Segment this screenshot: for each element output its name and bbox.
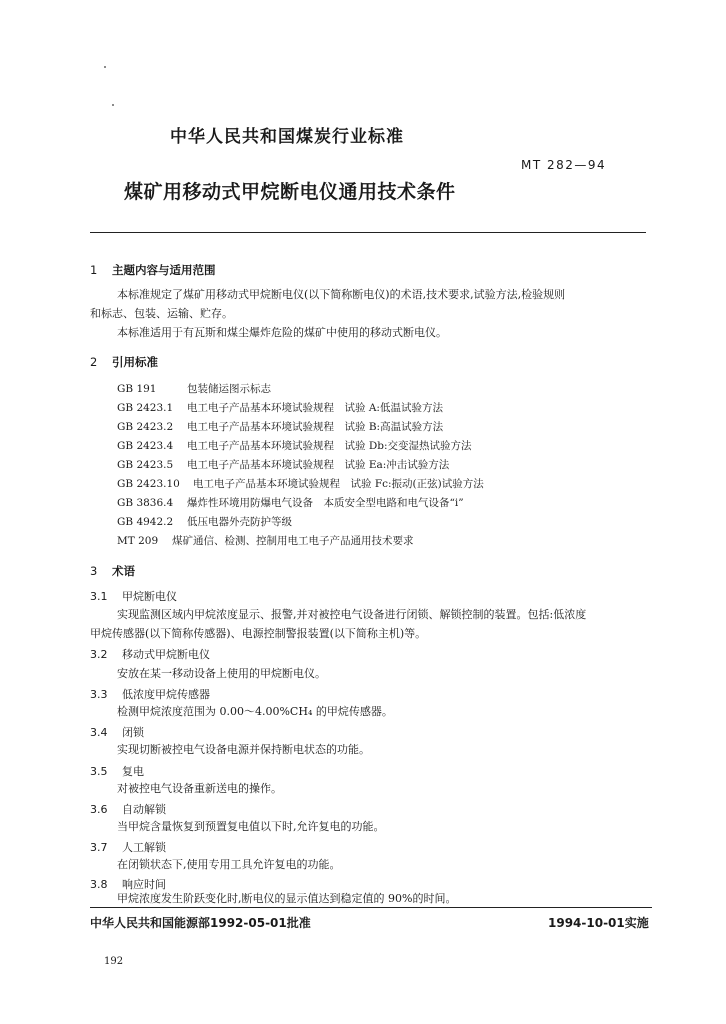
- term-name: 响应时间: [122, 878, 166, 891]
- reference-title: 低压电器外壳防护等级: [187, 516, 292, 528]
- term-number: 3.8: [90, 878, 108, 891]
- reference-title: 电工电子产品基本环境试验规程 试验 Ea:冲击试验方法: [187, 459, 450, 471]
- reference-row: [117, 381, 271, 396]
- reference-code: GB 2423.1: [117, 402, 174, 414]
- page-number: 192: [104, 956, 124, 967]
- term-definition-line: 甲烷浓度发生阶跃变化时,断电仪的显示值达到稳定值的 90%的时间。: [117, 892, 457, 905]
- term-heading: [90, 646, 210, 662]
- term-name: 闭锁: [122, 726, 144, 739]
- document-title: 煤矿用移动式甲烷断电仪通用技术条件: [124, 181, 456, 203]
- term-heading: [90, 724, 144, 740]
- footer-divider: [90, 907, 652, 908]
- term-heading: [90, 763, 144, 779]
- section-number: 2: [90, 355, 98, 369]
- term-definition-line: 实现切断被控电气设备电源并保持断电状态的功能。: [117, 743, 370, 756]
- reference-code: GB 2423.2: [117, 421, 174, 433]
- reference-row: [117, 400, 443, 415]
- term-definition-line: 安放在某一移动设备上使用的甲烷断电仪。: [117, 667, 326, 680]
- approval-note: 中华人民共和国能源部1992-05-01批准: [90, 916, 311, 930]
- reference-title: 电工电子产品基本环境试验规程 试验 B:高温试验方法: [187, 421, 444, 433]
- reference-row: [117, 457, 449, 472]
- reference-row: [117, 514, 292, 529]
- section-3-heading: [90, 563, 135, 579]
- term-heading: [90, 588, 177, 604]
- term-number: 3.2: [90, 648, 108, 661]
- term-heading: [90, 839, 166, 855]
- reference-row: [117, 438, 472, 453]
- section-1-para-2: 本标准适用于有瓦斯和煤尘爆炸危险的煤矿中使用的移动式断电仪。: [117, 326, 447, 339]
- section-1-para-1-line-1: 本标准规定了煤矿用移动式甲烷断电仪(以下简称断电仪)的术语,技术要求,试验方法,检验规则: [117, 288, 566, 301]
- section-number: 1: [90, 263, 98, 277]
- section-title: 术语: [112, 564, 135, 578]
- reference-code: MT 209: [117, 535, 159, 547]
- reference-title: 电工电子产品基本环境试验规程 试验 A:低温试验方法: [187, 402, 443, 414]
- reference-code: GB 4942.2: [117, 516, 174, 528]
- section-2-heading: [90, 354, 158, 370]
- reference-code: GB 2423.10: [117, 478, 180, 490]
- term-definition-line: 对被控电气设备重新送电的操作。: [117, 782, 282, 795]
- section-1-para-1-line-2: 和标志、包装、运输、贮存。: [90, 307, 233, 320]
- term-number: 3.6: [90, 803, 108, 816]
- term-name: 甲烷断电仪: [122, 590, 177, 603]
- term-name: 移动式甲烷断电仪: [122, 648, 210, 661]
- term-definition-line: 在闭锁状态下,使用专用工具允许复电的功能。: [117, 858, 341, 871]
- reference-code: GB 3836.4: [117, 497, 174, 509]
- term-name: 人工解锁: [122, 841, 166, 854]
- term-heading: [90, 801, 166, 817]
- term-definition-line: 甲烷传感器(以下简称传感器)、电源控制警报装置(以下简称主机)等。: [90, 627, 427, 640]
- term-name: 低浓度甲烷传感器: [122, 688, 210, 701]
- reference-code: GB 191: [117, 383, 157, 395]
- section-title: 引用标准: [112, 355, 158, 369]
- title-divider: [90, 232, 646, 233]
- scan-speck: [112, 104, 114, 106]
- standard-code: MT 282—94: [521, 158, 607, 172]
- reference-title: 包装储运图示标志: [187, 383, 271, 395]
- term-number: 3.5: [90, 765, 108, 778]
- section-1-heading: [90, 262, 216, 278]
- term-number: 3.1: [90, 590, 108, 603]
- reference-row: [117, 476, 484, 491]
- reference-title: 煤矿通信、检测、控制用电工电子产品通用技术要求: [172, 535, 414, 547]
- reference-row: [117, 419, 443, 434]
- effective-date: 1994-10-01实施: [548, 916, 649, 930]
- term-number: 3.3: [90, 688, 108, 701]
- term-number: 3.4: [90, 726, 108, 739]
- term-definition-line: 当甲烷含量恢复到预置复电值以下时,允许复电的功能。: [117, 820, 385, 833]
- reference-row: [117, 495, 464, 510]
- reference-code: GB 2423.5: [117, 459, 174, 471]
- term-number: 3.7: [90, 841, 108, 854]
- reference-row: [117, 533, 414, 548]
- term-heading: [90, 686, 210, 702]
- term-name: 复电: [122, 765, 144, 778]
- term-definition-line: 实现监测区域内甲烷浓度显示、报警,并对被控电气设备进行闭锁、解锁控制的装置。包括:低浓度: [117, 608, 587, 621]
- issuing-organization: 中华人民共和国煤炭行业标准: [170, 127, 404, 147]
- term-definition-line: 检测甲烷浓度范围为 0.00～4.00%CH₄ 的甲烷传感器。: [117, 705, 393, 718]
- reference-title: 电工电子产品基本环境试验规程 试验 Fc:振动(正弦)试验方法: [193, 478, 484, 490]
- term-name: 自动解锁: [122, 803, 166, 816]
- reference-code: GB 2423.4: [117, 440, 174, 452]
- reference-title: 电工电子产品基本环境试验规程 试验 Db:交变湿热试验方法: [187, 440, 472, 452]
- section-number: 3: [90, 564, 98, 578]
- section-title: 主题内容与适用范围: [112, 263, 216, 277]
- reference-title: 爆炸性环境用防爆电气设备 本质安全型电路和电气设备“i”: [187, 497, 464, 509]
- scan-speck: [104, 66, 106, 68]
